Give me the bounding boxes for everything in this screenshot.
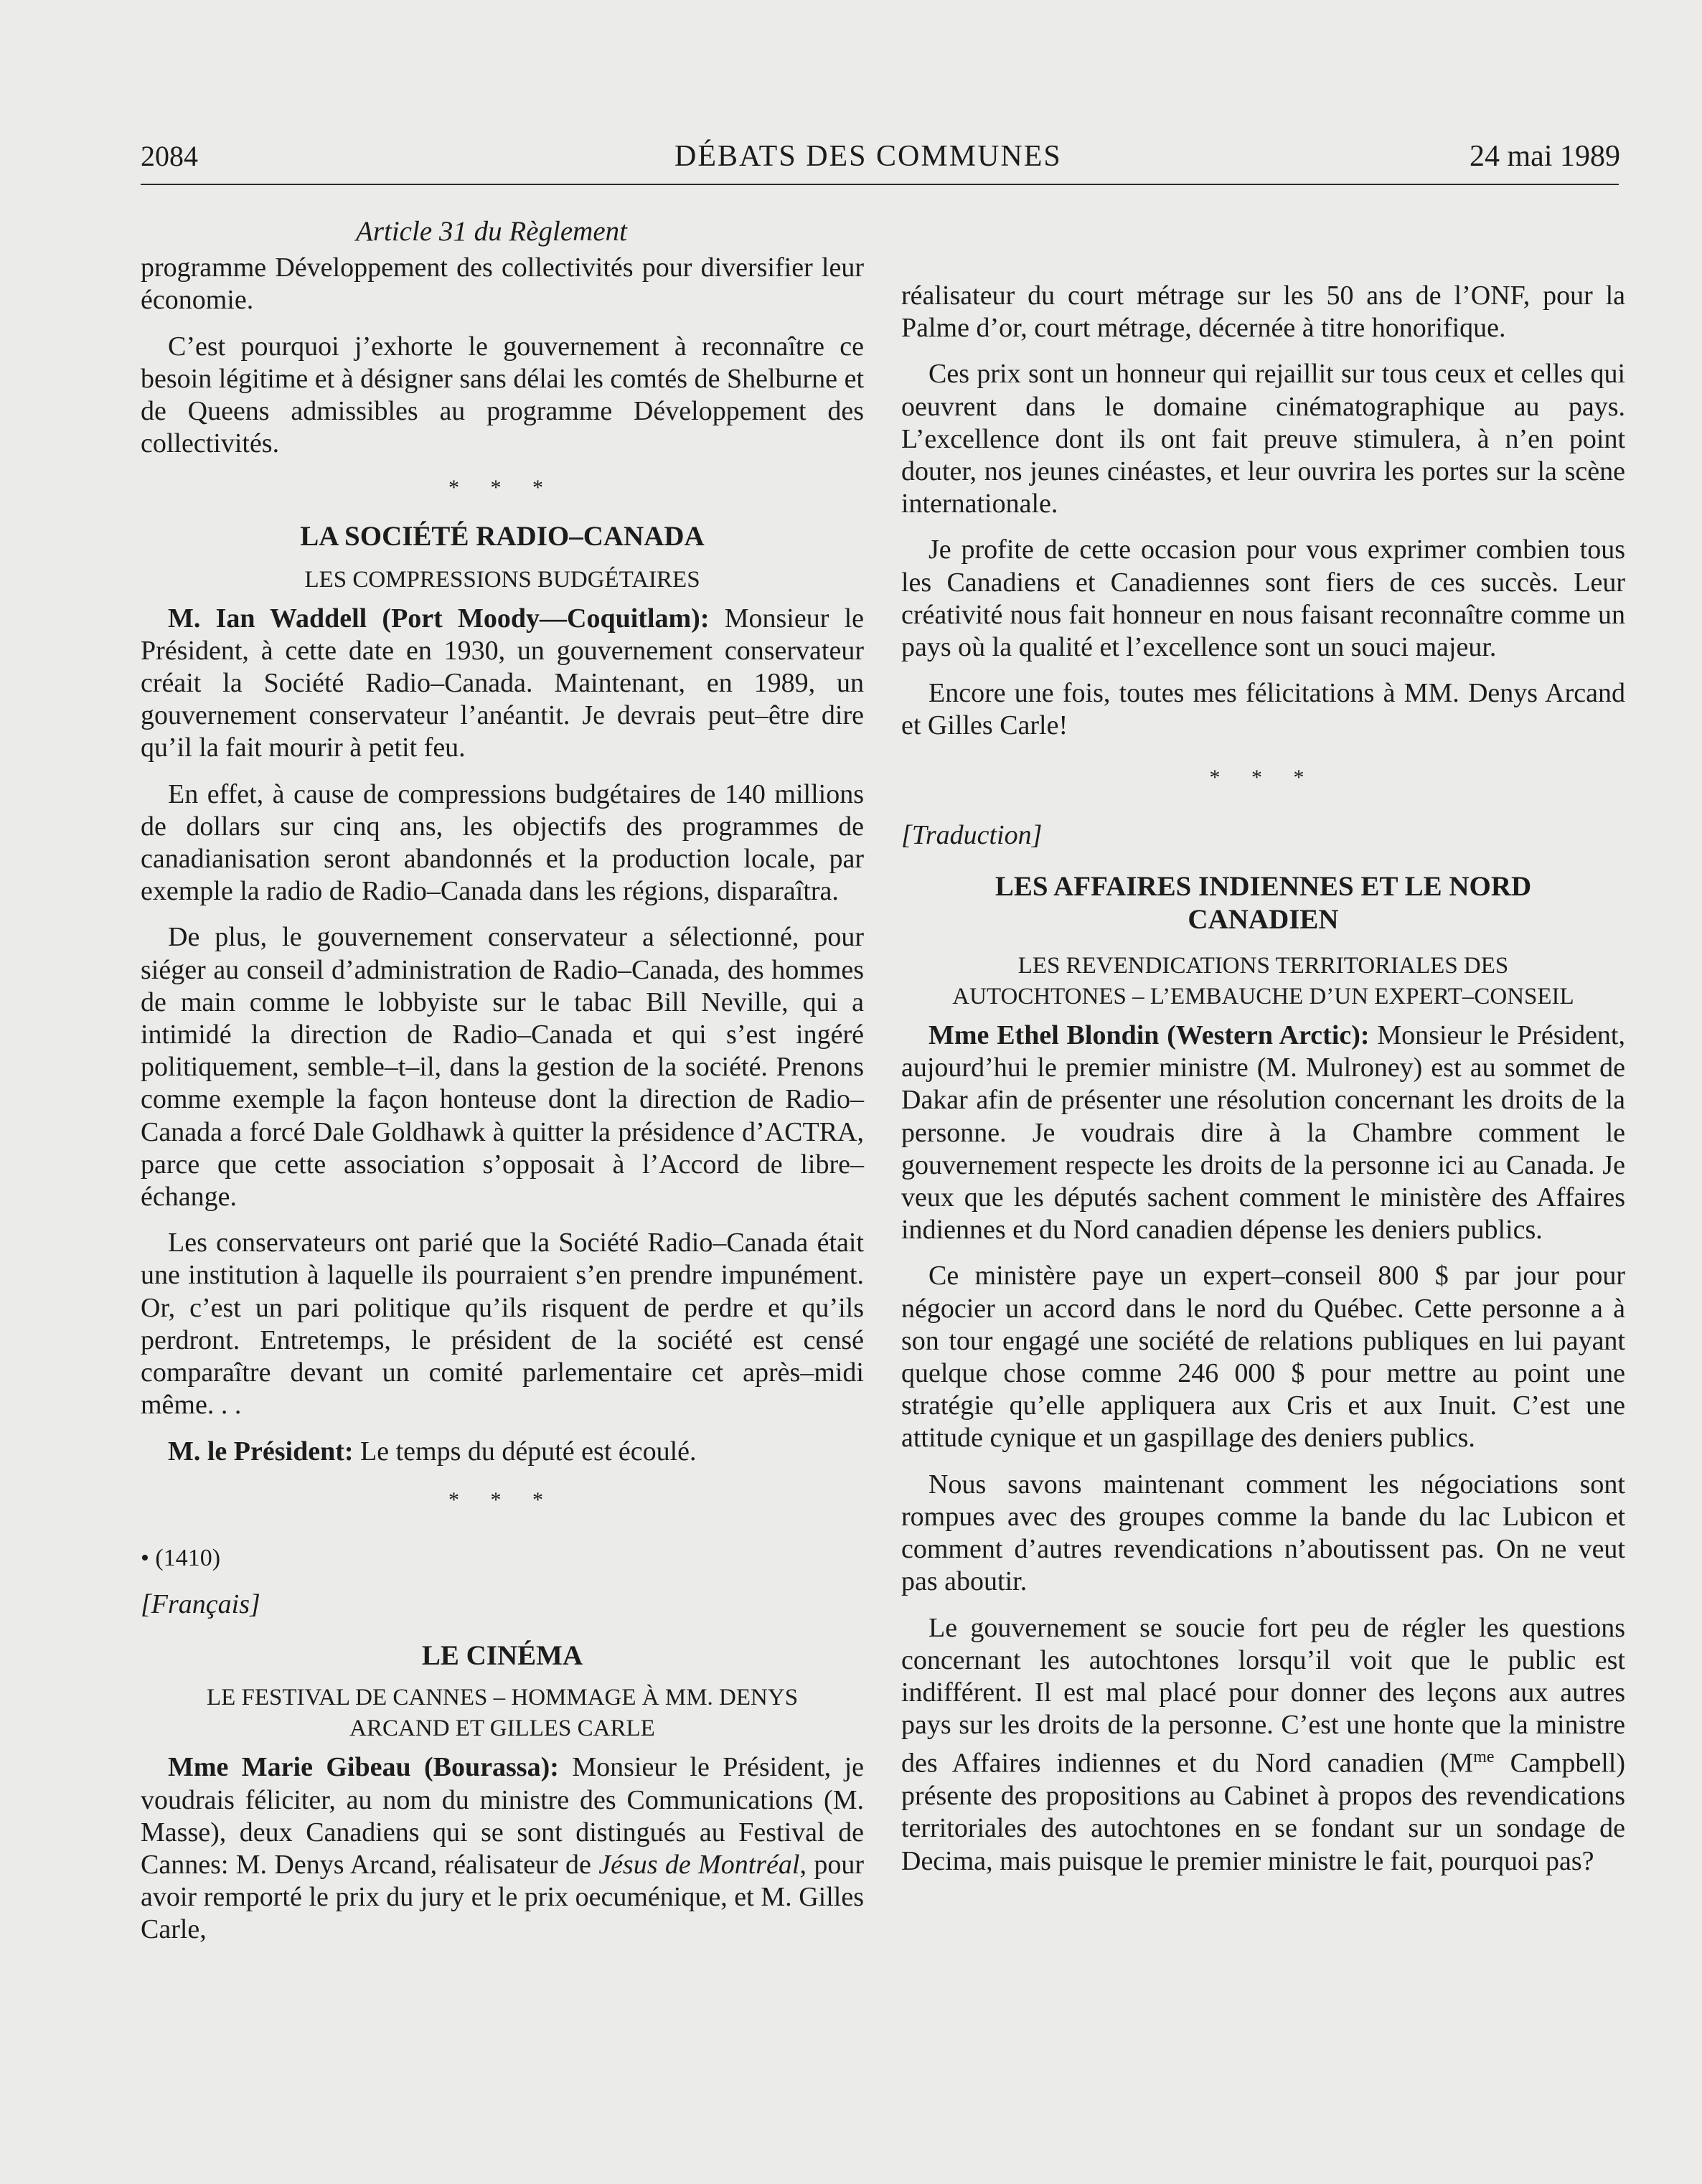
header-rule — [141, 184, 1619, 185]
speaker-name: Mme Ethel Blondin (Western Arctic): — [928, 1020, 1370, 1051]
page-date: 24 mai 1989 — [1470, 140, 1620, 173]
speech-text: Le temps du député est écoulé. — [360, 1436, 697, 1467]
speaker-name: Mme Marie Gibeau (Bourassa): — [168, 1752, 559, 1783]
time-marker: • (1410) — [141, 1544, 221, 1571]
page-number: 2084 — [141, 140, 198, 172]
right-column — [901, 215, 1625, 1878]
section-subtitle: LE FESTIVAL DE CANNES – HOMMAGE À MM. DENYS ARCAND ET GILLES CARLE — [206, 1685, 799, 1742]
speech-paragraph — [141, 603, 864, 765]
paragraph: Encore une fois, toutes mes félicitations à MM. Denys Arcand et Gilles Carle! — [901, 678, 1625, 741]
section-separator: * * * — [448, 1487, 556, 1512]
speech-paragraph — [141, 1436, 864, 1468]
paragraph: Les conservateurs ont parié que la Société Radio–Canada était une institution à laquelle ils pourraient s’en prendre impunément. Or, c’est un pari politique qu’ils risquent de perdre et qu’ils perdront. Entretemps, le président de la société est censé comparaître devant un comité parlementaire cet après–midi même. . . — [141, 1228, 864, 1421]
speech-text: Monsieur le Président, aujourd’hui le premier ministre (M. Mulroney) est au sommet de Dakar afin de présenter une résolution concernant les droits de la personne. Je voudrais dire à la Chambre comment le gouvernement respecte les droits de la personne ici au Canada. Je veux que les députés sachent comment le ministère des Affaires indiennes et du Nord canadien dépense les deniers publics. — [901, 1020, 1625, 1246]
speech-text: Monsieur le Président, à cette date en 1930, un gouvernement conservateur créait la Société Radio–Canada. Maintenant, en 1989, un gouvernement conservateur l’anéantit. Je devrais peut–être dire qu’il la fait mourir à petit feu. — [141, 603, 865, 763]
paragraph: Nous savons maintenant comment les négociations sont rompues avec des groupes comme la bande du lac Lubicon et comment d’autres revendications n’aboutissent pas. On ne veut pas aboutir. — [901, 1469, 1625, 1597]
speech-text: Campbell) présente des propositions au Cabinet à propos des revendications territoriales des autochtones en se fondant sur un sondage de Decima, mais puisque le premier ministre le fait, pourquoi pas? — [901, 1748, 1626, 1876]
speech-text: , pour avoir remporté le prix du jury et le prix oecuménique, et M. Gilles Carle, — [141, 1849, 864, 1945]
section-separator: * * * — [1209, 765, 1317, 789]
left-column — [141, 215, 864, 1947]
section-subtitle: AUTOCHTONES – L’EMBAUCHE D’UN EXPERT–CONSEIL — [952, 984, 1574, 1010]
paragraph: Ces prix sont un honneur qui rejaillit sur tous ceux et celles qui oeuvrent dans le domaine cinématographique au pays. L’excellence dont ils ont fait preuve stimulera, à n’en point douter, nos jeunes cinéastes, et leur ouvrira les portes sur la scène internationale. — [901, 359, 1625, 519]
superscript: me — [1473, 1748, 1495, 1767]
section-separator: * * * — [448, 476, 556, 500]
paragraph: Je profite de cette occasion pour vous exprimer combien tous les Canadiens et Canadiennes sont fiers de ces succès. Leur créativité nous fait honneur en nous faisant reconnaître comme un pays où la qualité et l’excellence sont un souci majeur. — [901, 535, 1625, 663]
running-title: DÉBATS DES COMMUNES — [674, 140, 1062, 173]
article-heading: Article 31 du Règlement — [356, 216, 627, 247]
section-title: LES AFFAIRES INDIENNES ET LE NORD CANADIEN — [995, 871, 1532, 936]
paragraph: réalisateur du court métrage sur les 50 ans de l’ONF, pour la Palme d’or, court métrage, décernée à titre honorifique. — [901, 281, 1625, 344]
speaker-name: M. Ian Waddell (Port Moody—Coquitlam): — [168, 603, 710, 634]
paragraph: C’est pourquoi j’exhorte le gouvernement à reconnaître ce besoin légitime et à désigner sans délai les comtés de Shelburne et de Queens admissibles au programme Développement des collectivités. — [141, 331, 864, 459]
paragraph: Ce ministère paye un expert–conseil 800 $ par jour pour négocier un accord dans le nord du Québec. Cette personne a à son tour engagé une société de relations publiques en lui payant quelque chose comme 246 000 $ pour mettre au point une stratégie qu’elle appliquera aux Cris et aux Inuit. C’est une attitude cynique et un gaspillage des deniers publics. — [901, 1261, 1625, 1454]
speech-text: Le gouvernement se soucie fort peu de régler les questions concernant les autochtones lorsqu’il voit que le public est indifférent. Il est mal placé pour donner des leçons aux autres pays sur les droits de la personne. C’est une honte que la ministre des Affaires indiennes et du Nord canadien (M — [901, 1612, 1625, 1779]
paragraph: programme Développement des collectivités pour diversifier leur économie. — [141, 253, 864, 316]
paragraph — [901, 1612, 1625, 1878]
film-title: Jésus de Montréal — [598, 1849, 800, 1880]
language-tag: [Traduction] — [901, 819, 1043, 850]
paragraph: En effet, à cause de compressions budgétaires de 140 millions de dollars sur cinq ans, les objectifs des programmes de canadianisation seront abandonnés et la production locale, par exemple la radio de Radio–Canada dans les régions, disparaîtra. — [141, 778, 864, 907]
language-tag: [Français] — [141, 1589, 260, 1620]
section-subtitle: LES REVENDICATIONS TERRITORIALES DES — [1017, 953, 1509, 979]
speech-paragraph — [141, 1751, 864, 1946]
section-subtitle: LES COMPRESSIONS BUDGÉTAIRES — [304, 566, 700, 593]
speaker-name: M. le Président: — [168, 1436, 354, 1467]
section-title: LE CINÉMA — [421, 1640, 583, 1672]
speech-text: Monsieur le Président, je voudrais féliciter, au nom du ministre des Communications (M. Masse), deux Canadiens qui se sont distingués au Festival de Cannes: M. Denys Arcand, réalisateur de — [141, 1752, 865, 1880]
section-title: LA SOCIÉTÉ RADIO–CANADA — [300, 520, 705, 552]
paragraph: De plus, le gouvernement conservateur a sélectionné, pour siéger au conseil d’administration de Radio–Canada, des hommes de main comme le lobbyiste sur le tabac Bill Neville, qui a intimidé la direction de Radio–Canada et qui s’est ingéré politiquement, semble–t–il, dans la gestion de la société. Prenons comme exemple la façon honteuse dont la direction de Radio–Canada a forcé Dale Goldhawk à quitter la présidence d’ACTRA, parce que cette association s’opposait à l’Accord de libre–échange. — [141, 922, 864, 1213]
speech-paragraph — [901, 1020, 1625, 1246]
